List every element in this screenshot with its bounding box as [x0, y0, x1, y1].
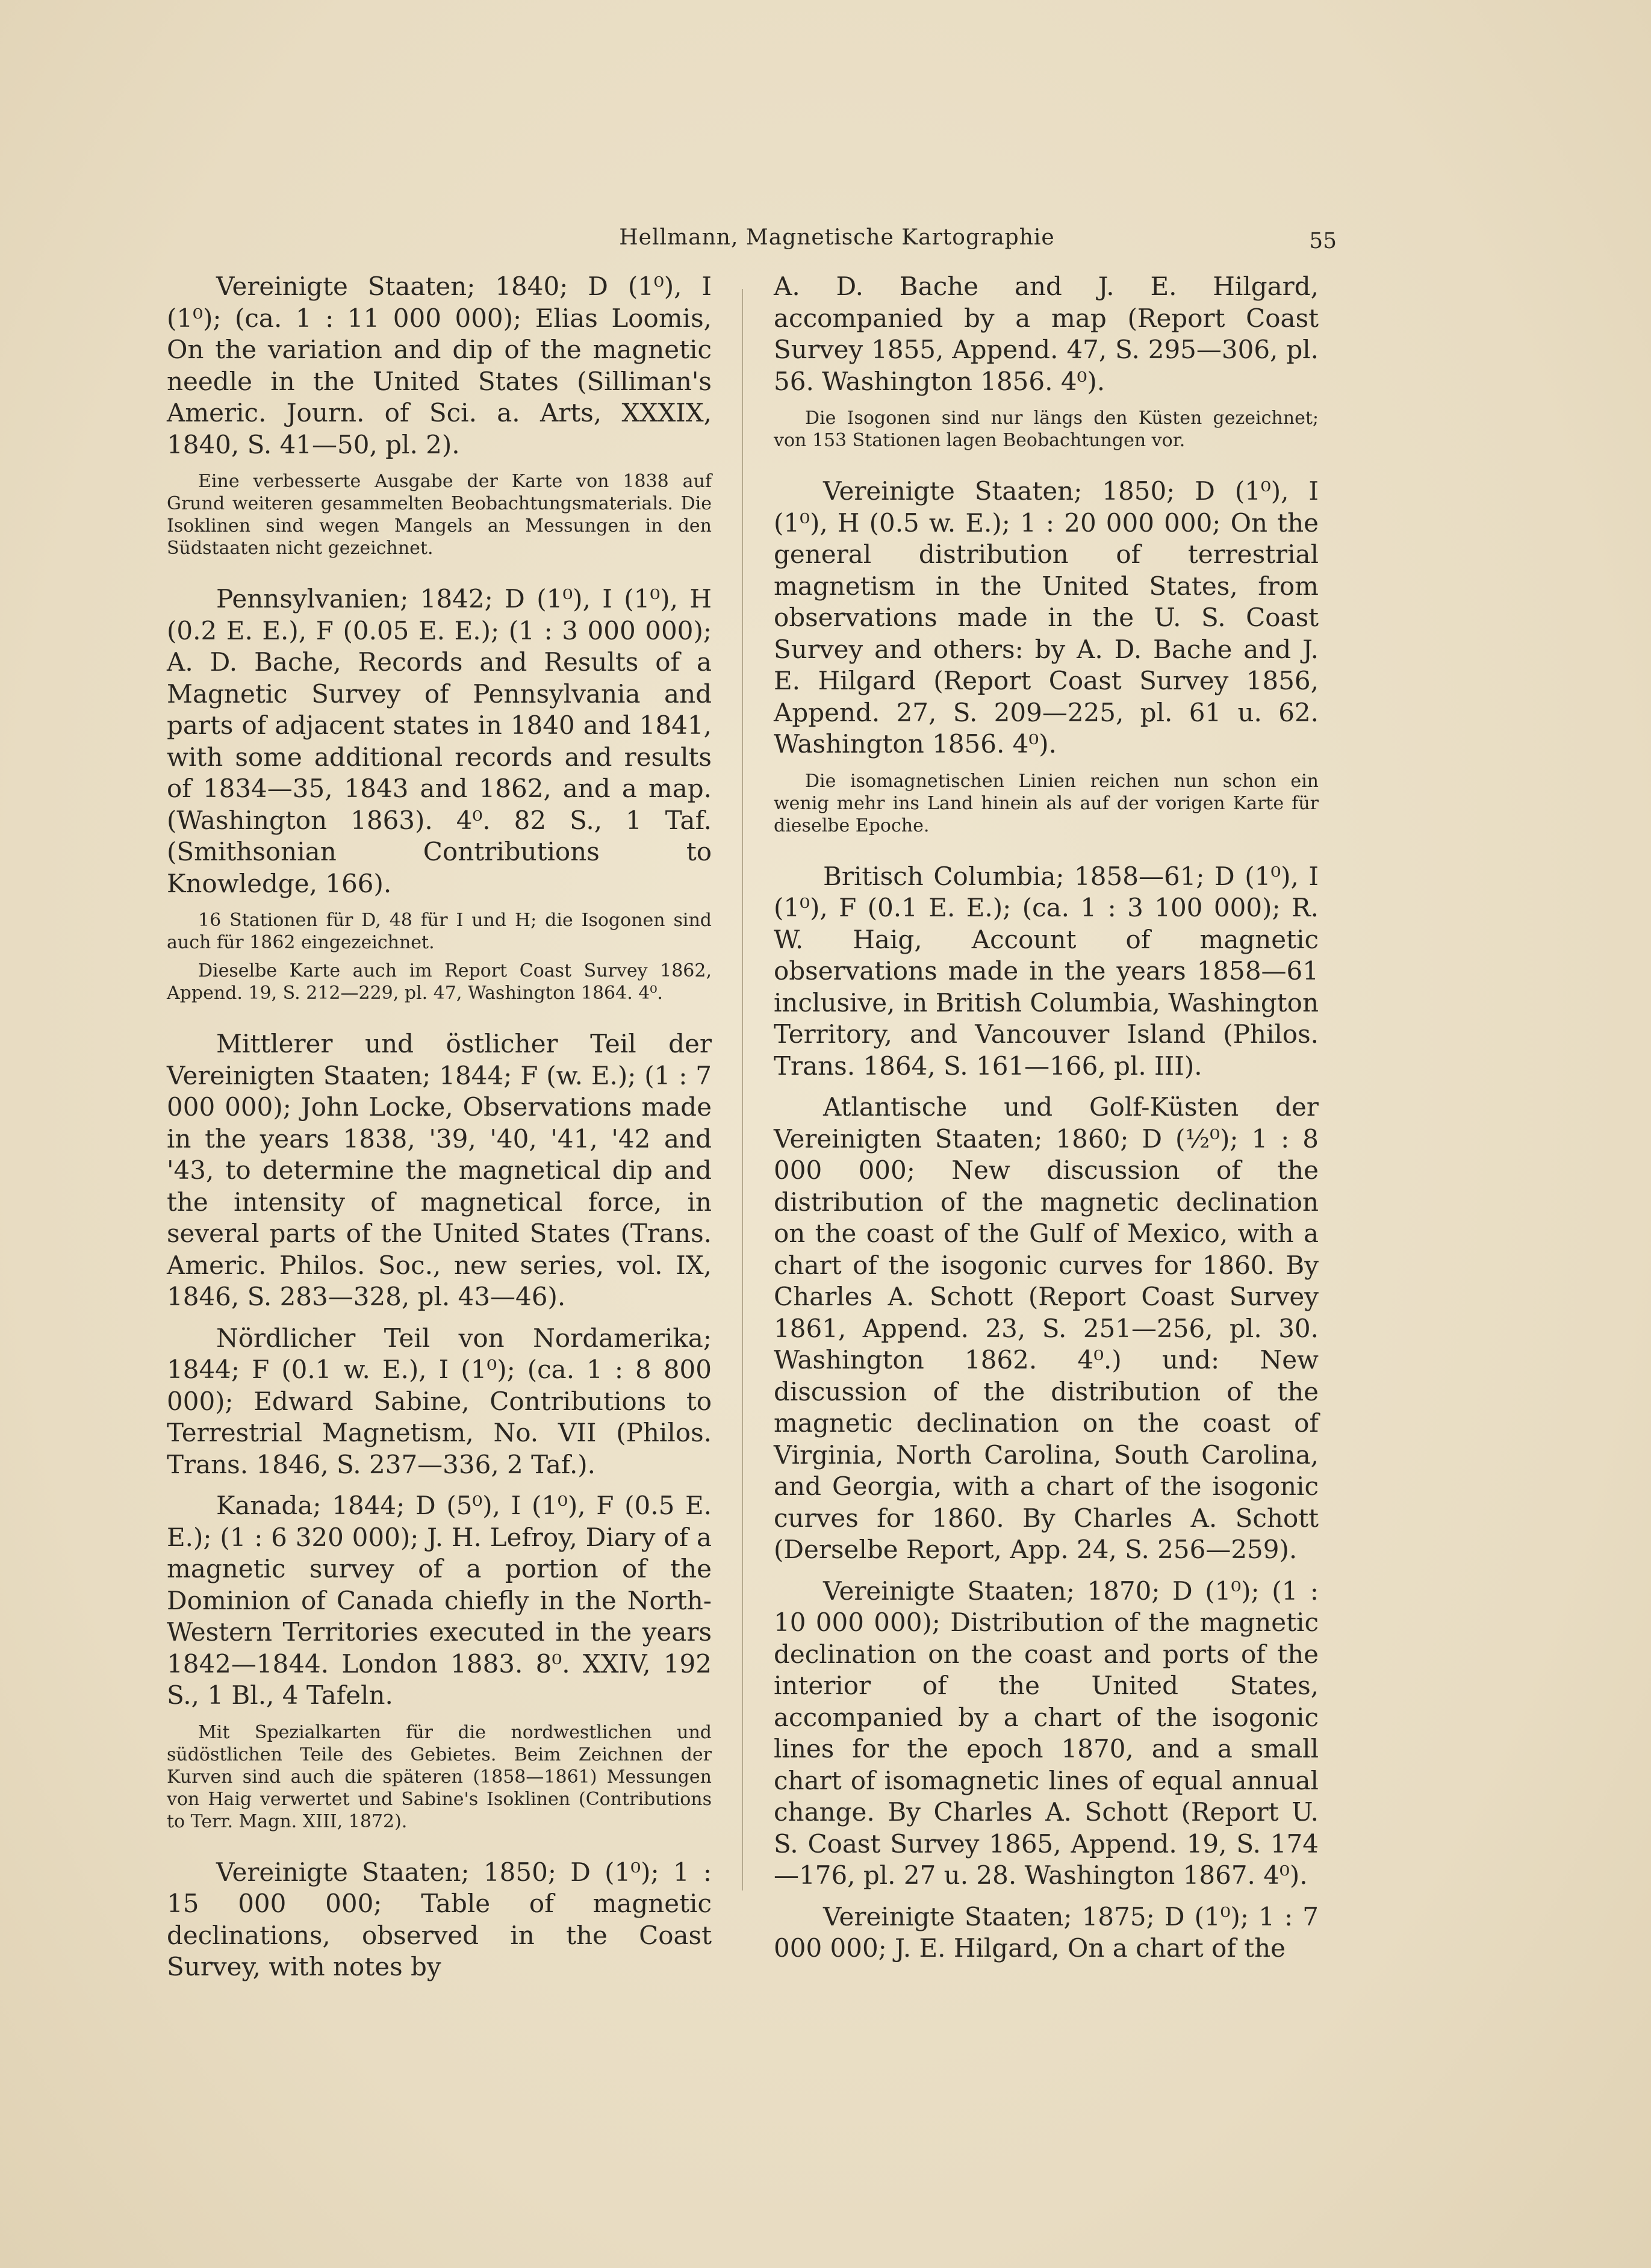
entry-note: Eine verbesserte Ausgabe der Karte von 1838 auf Grund weiteren gesammelten Beobachtungsmaterials. Die Isoklinen sind wegen Mangels an Messungen in den Südstaaten nicht gezeichnet. — [167, 471, 712, 559]
bibliography-entry: Nördlicher Teil von Nordamerika; 1844; F (0.1 w. E.), I (1⁰); (ca. 1 : 8 800 000); Edward Sabine, Contributions to Terrestrial Magnetism, No. VII (Philos. Trans. 1846, S. 237—336, 2 Taf.). — [167, 1323, 712, 1479]
right-column — [774, 271, 1319, 1974]
entry-note: Dieselbe Karte auch im Report Coast Survey 1862, Append. 19, S. 212—229, pl. 47, Washington 1864. 4⁰. — [167, 960, 712, 1004]
bibliography-entry: Vereinigte Staaten; 1850; D (1⁰), I (1⁰), H (0.5 w. E.); 1 : 20 000 000; On the general distribution of terrestrial magnetism in the United States, from observations made in the U. S. Coast Survey and others: by A. D. Bache and J. E. Hilgard (Report Coast Survey 1856, Append. 27, S. 209—225, pl. 61 u. 62. Washington 1856. 4⁰). — [774, 476, 1319, 759]
bibliography-entry: Vereinigte Staaten; 1870; D (1⁰); (1 : 10 000 000); Distribution of the magnetic declination on the coast and ports of the interior of the United States, accompanied by a chart of the isogonic lines for the epoch 1870, and a small chart of isomagnetic lines of equal annual change. By Charles A. Schott (Report U. S. Coast Survey 1865, Append. 19, S. 174—176, pl. 27 u. 28. Washington 1867. 4⁰). — [774, 1576, 1319, 1890]
bibliography-entry-continued: A. D. Bache and J. E. Hilgard, accompanied by a map (Report Coast Survey 1855, Append. 47, S. 295—306, pl. 56. Washington 1856. 4⁰). — [774, 272, 1319, 396]
bibliography-entry: Vereinigte Staaten; 1850; D (1⁰); 1 : 15 000 000; Table of magnetic declinations, observed in the Coast Survey, with notes by — [167, 1857, 712, 1981]
bibliography-entry: Kanada; 1844; D (5⁰), I (1⁰), F (0.5 E. E.); (1 : 6 320 000); J. H. Lefroy, Diary of a magnetic survey of a portion of the Dominion of Canada chiefly in the North-Western Territories executed in the years 1842—1844. London 1883. 8⁰. XXIV, 192 S., 1 Bl., 4 Tafeln. — [167, 1491, 712, 1710]
entry-note: Die isomagnetischen Linien reichen nun schon ein wenig mehr ins Land hinein als auf der vorigen Karte für dieselbe Epoche. — [774, 770, 1319, 836]
bibliography-entry: Mittlerer und östlicher Teil der Vereinigten Staaten; 1844; F (w. E.); (1 : 7 000 000); John Locke, Observations made in the years 1838, '39, '40, '41, '42 and '43, to determine the magnetical dip and the intensity of magnetical force, in several parts of the United States (Trans. Americ. Philos. Soc., new series, vol. IX, 1846, S. 283—328, pl. 43—46). — [167, 1029, 712, 1311]
entry-note: Die Isogonen sind nur längs den Küsten gezeichnet; von 153 Stationen lagen Beobachtungen vor. — [774, 408, 1319, 451]
column-divider — [742, 289, 743, 1891]
entry-note: 16 Stationen für D, 48 für I und H; die Isogonen sind auch für 1862 eingezeichnet. — [167, 910, 712, 953]
left-column — [167, 271, 712, 1993]
bibliography-entry: Britisch Columbia; 1858—61; D (1⁰), I (1⁰), F (0.1 E. E.); (ca. 1 : 3 100 000); R. W. Haig, Account of magnetic observations made in the years 1858—61 inclusive, in British Columbia, Washington Territory, and Vancouver Island (Philos. Trans. 1864, S. 161—166, pl. III). — [774, 861, 1319, 1081]
bibliography-entry: Vereinigte Staaten; 1875; D (1⁰); 1 : 7 000 000; J. E. Hilgard, On a chart of the — [774, 1901, 1319, 1963]
page-header — [163, 225, 1337, 261]
bibliography-entry: Vereinigte Staaten; 1840; D (1⁰), I (1⁰); (ca. 1 : 11 000 000); Elias Loomis, On the variation and dip of the magnetic needle in the United States (Silliman's Americ. Journ. of Sci. a. Arts, XXXIX, 1840, S. 41—50, pl. 2). — [167, 272, 712, 459]
bibliography-entry: Pennsylvanien; 1842; D (1⁰), I (1⁰), H (0.2 E. E.), F (0.05 E. E.); (1 : 3 000 000); A. D. Bache, Records and Results of a Magnetic Survey of Pennsylvania and parts of adjacent states in 1840 and 1841, with some additional records and results of 1834—35, 1843 and 1862, and a map. (Washington 1863). 4⁰. 82 S., 1 Taf. (Smithsonian Contributions to Knowledge, 166). — [167, 584, 712, 898]
running-title: Hellmann, Magnetische Kartographie — [619, 225, 1055, 250]
bibliography-entry: Atlantische und Golf-Küsten der Vereinigten Staaten; 1860; D (½⁰); 1 : 8 000 000; New discussion of the distribution of the magnetic declination on the coast of the Gulf of Mexico, with a chart of the isogonic curves for 1860. By Charles A. Schott (Report Coast Survey 1861, Append. 23, S. 251—256, pl. 30. Washington 1862. 4⁰.) und: New discussion of the distribution of the magnetic declination on the coast of Virginia, North Carolina, South Carolina, and Georgia, with a chart of the isogonic curves for 1860. By Charles A. Schott (Derselbe Report, App. 24, S. 256—259). — [774, 1092, 1319, 1564]
page-number: 55 — [1309, 229, 1337, 253]
entry-note: Mit Spezialkarten für die nordwestlichen und südöstlichen Teile des Gebietes. Beim Zeichnen der Kurven sind auch die späteren (1858—1861) Messungen von Haig verwertet und Sabine's Isoklinen (Contributions to Terr. Magn. XIII, 1872). — [167, 1721, 712, 1832]
